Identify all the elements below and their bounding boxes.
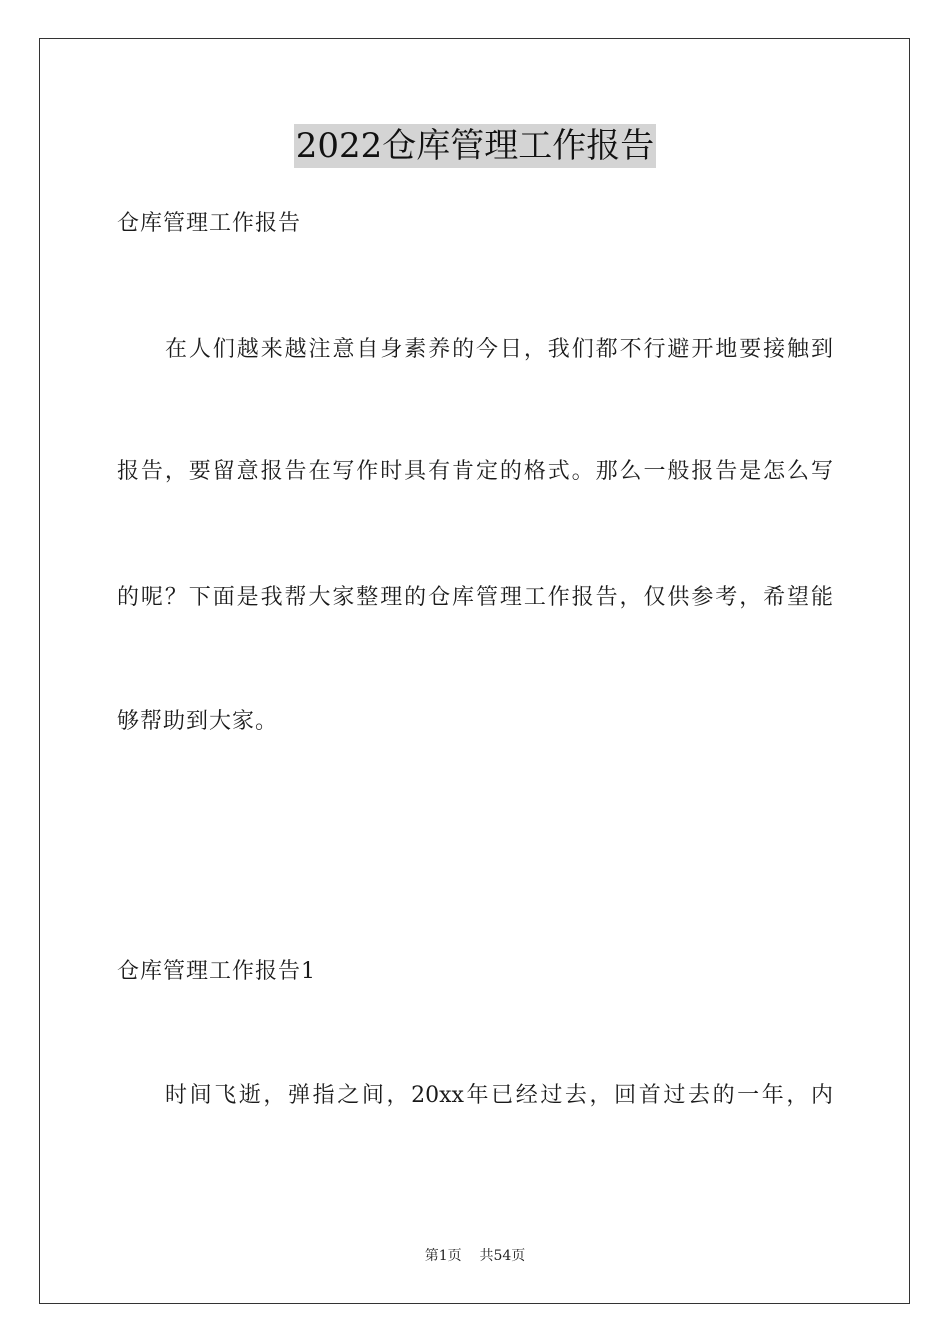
- section-heading: 仓库管理工作报告1: [117, 959, 316, 984]
- document-subtitle: 仓库管理工作报告: [117, 211, 302, 236]
- document-title: 2022仓库管理工作报告: [295, 126, 655, 166]
- intro-line-4: 够帮助到大家。: [117, 709, 279, 734]
- page-footer: 第1页 共54页: [424, 1248, 526, 1264]
- section-body-line-1: 时间飞逝，弹指之间，20xx年已经过去，回首过去的一年，内: [165, 1083, 833, 1108]
- intro-line-3: 的呢？下面是我帮大家整理的仓库管理工作报告，仅供参考，希望能: [117, 585, 833, 610]
- intro-line-1: 在人们越来越注意自身素养的今日，我们都不行避开地要接触到: [165, 337, 833, 362]
- intro-line-2: 报告，要留意报告在写作时具有肯定的格式。那么一般报告是怎么写: [117, 459, 833, 484]
- title-container: [0, 124, 950, 168]
